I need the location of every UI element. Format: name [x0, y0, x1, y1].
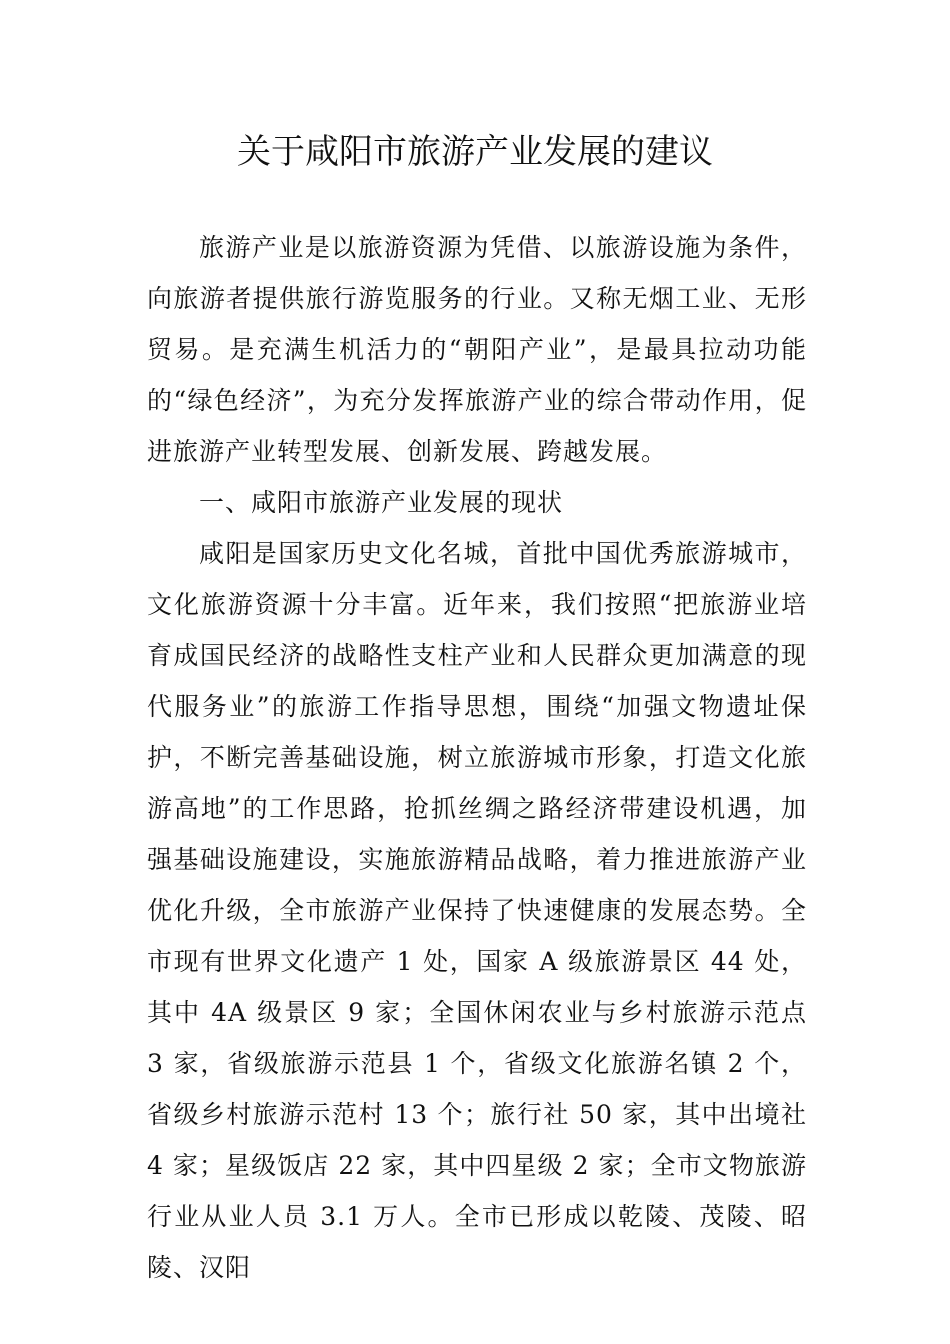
document-title: 关于咸阳市旅游产业发展的建议: [237, 132, 713, 172]
status-paragraph: 咸阳是国家历史文化名城，首批中国优秀旅游城市，文化旅游资源十分丰富。近年来，我们按照“把旅游业培育成国民经济的战略性支柱产业和人民群众更加满意的现代服务业”的旅游工作指导思想，围绕“加强文物遗址保护，不断完善基础设施，树立旅游城市形象，打造文化旅游高地”的工作思路，抢抓丝绸之路经济带建设机遇，加强基础设施建设，实施旅游精品战略，着力推进旅游产业优化升级，全市旅游产业保持了快速健康的发展态势。全市现有世界文化遗产 1 处，国家 A 级旅游景区 44 处，其中 4A 级景区 9 家；全国休闲农业与乡村旅游示范点 3 家，省级旅游示范县 1 个，省级文化旅游名镇 2 个，省级乡村旅游示范村 13 个；旅行社 50 家，其中出境社 4 家；星级饭店 22 家，其中四星级 2 家；全市文物旅游行业从业人员 3.1 万人。全市已形成以乾陵、茂陵、昭陵、汉阳: [147, 539, 807, 1282]
document-body: [147, 222, 807, 1293]
section-heading: 一、咸阳市旅游产业发展的现状: [199, 488, 564, 517]
intro-paragraph: 旅游产业是以旅游资源为凭借、以旅游设施为条件，向旅游者提供旅行游览服务的行业。又称无烟工业、无形贸易。是充满生机活力的“朝阳产业”，是最具拉动功能的“绿色经济”，为充分发挥旅游产业的综合带动作用，促进旅游产业转型发展、创新发展、跨越发展。: [147, 233, 807, 466]
